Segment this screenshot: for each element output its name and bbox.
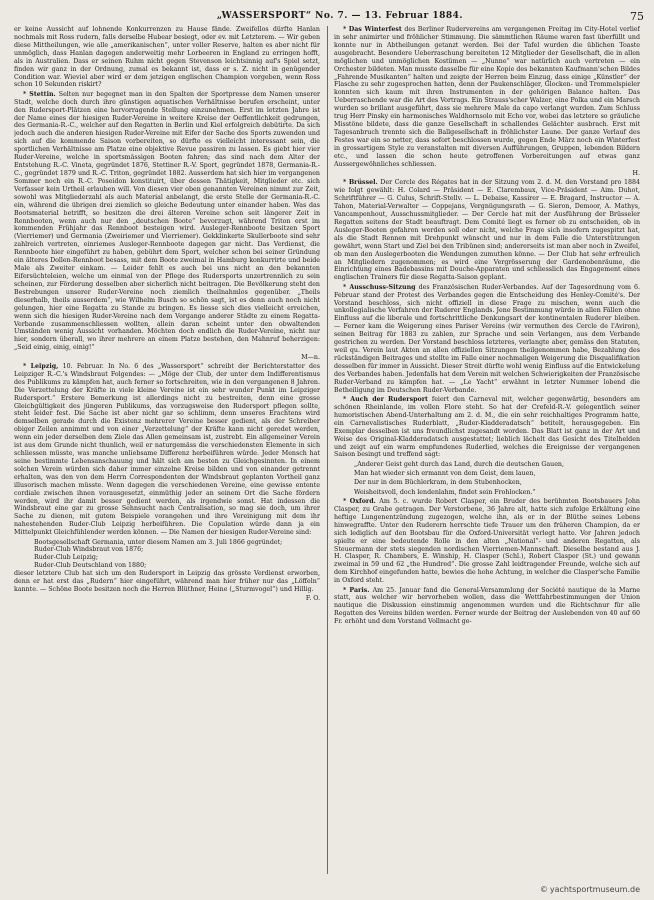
paris-article bbox=[334, 587, 640, 627]
watermark bbox=[540, 885, 640, 894]
hanlan-article: er keine Aussicht auf lohnende Konkurrenzen zu Hause fände. Zweifellos dürfte Hanlan nochmals mit Ross rudern, falls derselbe Hubear besiegt, oder ev. mit Letzterem. — Wir geben diese Mittheilungen, wie alle „amerikanischen“, unter voller Reserve, halten es aber nicht für unmöglich, dass Hanlan dagegen anderweitig mehr Lorbeeren in England zu erringen hofft, als in Australien. Dass er seinen Ruhm nicht gegen Stevenson leichtsinnig auf's Spiel setzt, finden wir ganz in der Ordnung, zumal es bekannt ist, dass er s. Z. nicht in genügender Condition war. Wieviel aber wird er dem jetzigen englischen Champion vorgeben, wenn Ross schon 10 Sekunden riskirt? bbox=[14, 26, 320, 89]
club-list-item: Ruder-Club Leipzig; bbox=[34, 554, 99, 562]
watermark-text: yachtsportmuseum.de bbox=[549, 885, 640, 894]
star-marker: * bbox=[23, 90, 27, 98]
bruessel-heading: Brüssel. bbox=[348, 179, 378, 187]
leipzig-signature: F. O. bbox=[305, 595, 320, 603]
club-list-item: Ruder-Club Deutschland von 1880; bbox=[34, 562, 147, 570]
star-marker: * bbox=[343, 497, 347, 505]
club-list-item: Bootsgesellschaft Germania, unter diesem Namen am 3. Juli 1866 gegründet; bbox=[34, 538, 283, 546]
ausschuss-article bbox=[334, 284, 640, 395]
rudersport-text: feiert den Carneval mit, welcher gegenwärtig, besonders am schönen Rheinlande, im vollen Flore steht. So hat der Crefeld-R.-V. gelegentlich seiner humoristischen Abend-Unterhaltung am 2. d. M., die ein sehr reichhaltiges Programm hatte, ein Carnevalistisches Ruderblatt, „Ruder-Kladderadatsch“ betitelt, herausgegeben. Ein Exemplar desselben ist uns freundlichst zugesandt worden. Das Blatt ist ganz in der Art und Weise des Original-Kladderadatsch ausgestattet; lieblich lächelt das Gesicht des Titelhelden und zeigt auf ein warm empfundenes Ruderlied, welches die Ereignisse der vergangenen Saison besingt und treffend sagt: bbox=[334, 395, 640, 459]
stettin-text: Selten nur begegnet man in den Spalten der Sportpresse dem Namen unserer Stadt, welche doch durch ihre günstigen aquatischen Verhältnisse berufen erscheint, unter den Rudersport-Plätzen eine hervorragende Stellung einzunehmen. Erst im letzten Jahre ist der Name eines der hiesigen Ruder-Vereine in weitere Kreise der Oeffentlichkeit gedrungen, des Germania-R.-C., welcher auf den Regatten in Berlin und Kiel erfolgreich debütirte. Da sich jedoch auch die anderen hiesigen Ruder-Vereine mit Eifer der Sache des Sports zuwenden und sich auf die kommende Saison vorbereiten, so dürfte es vielleicht interessant sein, die sportlichen Verhältnisse am Platze eine objektive Revue passiren zu lassen. Es giebt hier vier Ruder-Vereine, welche in sportsmässigen Booten fahren; das sind nach dem Alter der Entstehung R.-C. Vineta, gegründet 1876, Stettiner R.-V. Sport, gegründet 1878, Germania-R.-C., gegründet 1879 und R.-C. Triton, gegründet 1882. Ausserdem hat sich hier im vergangenen Sommer noch ein R.-C. Poseidon konstituirt, über dessen Thätigkeit, Mitglieder etc. sich Verfasser kein Urtheil erlauben will. Von diesen vier oben genannten Vereinen nimmt zur Zeit, sowohl was Mitgliederzahl als auch Material anbelangt, die erste Stelle der Germania-R.-C. ein, während die übrigen drei ziemlich so gleiche Bedeutung unter einander haben. Was das Bootsmaterial betrifft, so besitzen die drei älteren Vereine schon seit längerer Zeit in Rennbooten, wenn auch nur den „deutschen Boote“ bevorzugt, während Triton erst im kommenden Frühjahr das Rennboot besteigen wird. Ausleger-Rennboote besitzen Sport (Vierriemer) und Germania (Zweiriemer und Vierriemer). Gekklinkerte Skullerboote sind sehr zahlreich vertreten, einriemes Ausleger-Rennboote dagegen gar nicht. Das Verdienst, die Rennboote hier eingeführt zu haben, gebührt dem Sport, welcher schon bei seiner Gründung ein älteres Dollen-Rennboot besass, mit dem Boote zweimal in Hamburg konkurrirte und beide Male als Zweiter einkam. — Leider fehlt es auch bei uns nicht an den bekannten Eifersüchteleien, welche um einmal von der Pflege des Rudersports unzertrennlich zu sein scheinen, zur Förderung desselben aber sicherlich nicht beitragen. Die Bevölkerung steht den Bestrebungen unserer Ruder-Vereine noch ziemlich theilnahmlos gegenüber. „Theils dieserhalb, theils ausserdem“, wie Wilhelm Busch so schön sagt, ist es denn auch noch nicht gelungen, hier eine Regatta zu Stande zu bringen. Es liesse sich dies vielleicht erreichen, wenn sich die hiesigen Ruder-Vereine nach dem Vorgange anderer Städte zu einem Regatta-Verbande zusammenschliessen wollten, allein daran scheint unter den obwaltenden Umständen wenig Aussicht vorhanden. Möchten doch endlich die Ruder-Vereine, nicht nur hier, sondern überall, wo ihrer mehrere an einem Platze bestehen, den Mahnruf beherzigen: „Seid einig, einig, einig!“ bbox=[14, 90, 320, 352]
leipzig-heading: Leipzig, bbox=[30, 362, 59, 370]
star-marker: * bbox=[343, 26, 347, 33]
oxford-text: Am 5. c. wurde Robert Clasper, ein Bruder des berühmten Bootsbauers John Clasper, zu Grabe getragen. Der Verstorbene, 36 Jahre alt, hatte sich zufolge Erkältung eine heftige Lungenentzündung zugezogen, welche ihn, als er in der Blüthe seines Lebens hinwegraffte. Unter den Ruderern herrschte tiefe Trauer um den früheren Champion, da er sich lediglich auf den Bootsbau für die Oxford-Universität verlegt hatte. Vor Jahren jedoch spielte er eine bedeutende Rolle in den alten „National“- und anderen Regatten, als Steuermann der stets siegenden nordischen Vierriemen-Mannschaft. Dieselbe bestand aus J. H. Clasper, R. Chambers, E. Winship, H. Clasper (Schl.), Robert Clasper (St.) und gewann zweimal in 59 und 62 „the Hundred“. Die grosse Zahl leidtragender Freunde, welche sich auf dem Kirchhof eingefunden hatte, bewies die hohe Achtung, in welcher die Clasper'sche Familie in Oxford steht. bbox=[334, 497, 640, 585]
poem-line: Der nur in dem Büchlerkram, in dem Stubenhocken, bbox=[354, 479, 522, 487]
star-marker: * bbox=[23, 362, 27, 370]
rudersport-article bbox=[334, 396, 640, 459]
oxford-heading: Oxford. bbox=[349, 497, 376, 505]
poem-line: Man hat wieder sich ermannt von dem Geist, dem lauen, bbox=[354, 470, 536, 478]
winterfest-signature: H. bbox=[632, 169, 640, 177]
star-marker: * bbox=[343, 395, 347, 403]
bruessel-article bbox=[334, 179, 640, 282]
winterfest-article bbox=[334, 26, 640, 169]
stettin-article bbox=[14, 91, 320, 352]
page-number: 75 bbox=[629, 9, 644, 23]
right-column bbox=[334, 26, 640, 874]
star-marker: * bbox=[343, 586, 347, 594]
column-divider bbox=[327, 26, 328, 874]
star-marker: * bbox=[343, 283, 347, 291]
paris-heading: Paris. bbox=[349, 586, 370, 594]
paris-text: Am 25. Januar fand die General-Versammlung der Société nautique de la Marne statt, aus welcher wir hervorheben wollen, dass die Wettfahrbestimmungen der Union nautique die Diskussion einstimmig angenommen wurden und die Richtschnur für alle Regatten des Vereins bilden werden. Ferner wurde der Beitrag der Auslebenden von 40 auf 60 Fr. erhöht und dem Vorstand Vollmacht ge- bbox=[334, 586, 640, 626]
copyright-icon: © bbox=[539, 885, 548, 894]
stettin-signature: M—n. bbox=[301, 353, 320, 361]
leipzig-text: 10. Februar. In No. 6 des „Wassersport“ schreibt der Berichterstatter des Leipziger R.-C.'s Windsbraut Folgendes: — „Möge der Club, der unter dem Indifferentismus des Publikums zu kämpfen hat, auch ferner so fortschreiten, wie in den vergangenen 8 Jahren. Die Verzettelung der Kräfte in viele kleine Vereine ist ein sehr wunder Punkt im Leipziger Rudersport.“ Erstere Bemerkung ist allerdings nicht zu bestreiten, denn eine grosse Gleichgültigkeit des jüngeren Publikums, das vorzugsweise den Rudersport pflegen sollte, steht leider fest. Die Sache ist aber nicht gar so schlimm, denn unseres Erachtens wird demselben gerade durch die Existenz mehrerer Vereine besser gedient, als der Schreiber obiger Zeilen annimmt und von einer „Verzettelung“ der Kräfte kann nicht geredet werden, wenn ein jeder derselben dem Ziele das Allen gemeinsam ist, zustrebt. Ein allgemeiner Verein ist aus dem Grunde nicht thunlich, weil er naturgemäss die verschiedensten Elemente in sich schliessen müsste, was manche unliebsame Differenz herbeiführen würde. Jeder Mensch hat seine bestimmte Lebensanschauung und hält sich am besten zu Gleichgesinnten. In einem solchen Verein würden sich daher immer einzelne Kreise bilden und von einander getrennt erhalten, was den von dem Herrn Correspondenten der Windsbraut geplanten Vortheil ganz illusorisch machen müsste. Wenn dagegen die verschiedenen Vereine, eine gewisse entente cordiale zwischen ihnen vorausgesetzt, einmüthig jeder an seinem Ort die Sache fördern werden, wird ihr damit besser gedient werden, als irgendwie sonst. Hat indessen die Windsbraut eine gar zu grosse Sehnsucht nach Centralisation, so mag sie doch, um ihrer Sache zu dienen, mit gutem Beispiele vorangehen und ihre Vereinigung mit dem ihr nahestehenden Ruder-Club Leipzig herbeiführen. Die Copulation würde dann ja ein Mittelpunkt Gleichfühlender werden können. — Die Namen der hiesigen Ruder-Vereine sind: bbox=[14, 362, 320, 537]
masthead-title: „WASSERSPORT“ No. 7. — 13. Februar 1884. bbox=[216, 11, 464, 21]
page-header bbox=[10, 8, 644, 24]
rudersport-heading: Auch der Rudersport bbox=[350, 395, 428, 403]
stettin-heading: Stettin. bbox=[29, 90, 56, 98]
poem-line: Weisheitsvoll, doch lendenlahm, findet sein Frohlocken.“ bbox=[354, 488, 536, 496]
leipzig-closing: dieser letztere Club hat sich um den Rudersport in Leipzig das grösste Verdienst erworben, denn er hat erst das „Rudern“ hier eingeführt, während man hier früher nur das „Löffeln“ kannte. — Schöne Boote besitzen noch die Herren Blüthner, Heine („Sturmvogel“) und Hillig. bbox=[14, 570, 320, 594]
leipzig-article bbox=[14, 363, 320, 537]
poem-line: „Anderer Geist geht durch das Land, durch die deutschen Gauen, bbox=[354, 460, 564, 468]
star-marker: * bbox=[343, 179, 347, 187]
oxford-article bbox=[334, 498, 640, 585]
bruessel-text: Der Cercle des Régates hat in der Sitzung vom 2. d. M. den Vorstand pro 1884 wie folgt gewählt: H. Colard — Präsident — E. Clarembaux, Vice-Präsident — Aim. Duhot, Schriftführer — G. Culus, Schrift-Stellv. — L. Debaise, Kassirer — E. Bragard, Instructor — A. Tahon, Material-Verwalter — Coppejans, Vergnügungsrath — G. Sieron, Demoor, A. Mathys, Vancampenhout, Ausschussmitglieder. — Der Cercle hat mit der Ausführung der Brüsseler Regatten seitens der Stadt beauftragt. Dem Comité liegt es ferner ob zu entscheiden, ob in Ausleger-Booten gefahren werden soll oder nicht, welche Frage sich insofern zugespitzt hat, als die Stadt Rennen mit Drehpunkt wünscht und nur in dem Falle die Unterstützungen gewährt, wenn Start und Ziel bei den Tribünen sind; andererseits ist man aber noch in Zweifel, ob man den Auslegerbooten die Wendungen zumuthen könne. — Der Club hat sehr erfreulich an Mitgliedern zugenommen; es wird eine Vergrösserung der Gardenobenräume, die Einrichtung eines Badebassins mit Douche-Apparaten und schliesslich das Engagement eines englischen Trainers für diese Regatta-Saison geplant. bbox=[334, 179, 640, 282]
left-column bbox=[14, 26, 320, 874]
club-list-item: Ruder-Club Windsbraut von 1876; bbox=[34, 546, 144, 554]
ausschuss-text: des Französischen Ruder-Verbandes. Auf der Tagesordnung vom 6. Februar stand der Protest des Verbandes gegen die Entscheidung des Henley-Comité's. Der Vorstand beschloss, sich nicht offiziell in diese Frage zu mischen, wenn auch die unkollegialische Verfahren der Ruderer Englands. Jene Bestimmung würde in allen Fällen ohne Einfluss auf die liberale und fortschrittliche Denkungsart der kontinentalen Ruderer bleiben. — Ferner kam die Weigerung eines Pariser Vereins (wir vermuthen des Cercle de l'Aviron), seinen Beitrag für 1883 zu zahlen, zur Sprache und sein Verlangen, aus dem Verbande gestrichen zu werden. Der Vorstand beschloss letzteres, verlangte aber, gemäss den Statuten, weil qu. Verein laut Akten an allen offiziellen Sitzungen theilgenommen habe, Bezahlung des rückständigen Beitrages und stellte im Falle einer nochmaligen Weigerung die Disqualifikation desselben für immer in Aussicht. Dieser Streit dürfte wohl wenig Einfluss auf die Entwickelung des Verbandes haben. Jedenfalls hat dem Verein mit welchen Schwierigkeiten der Französische Ruder-Verband zu kämpfen hat. — „Le Yacht“ erwähnt in letzter Nummer lobend die Betheiligung im Deutschen Ruder-Verbande. bbox=[334, 283, 640, 394]
winterfest-heading: Das Winterfest bbox=[348, 26, 402, 33]
winterfest-text: des Berliner Rudervereins am vergangenen Freitag im City-Hotel verlief in sehr animirter und fröhlicher Stimmung. Die sämmtlichen Räume waren fast überfüllt und konnte nur in Abtheilungen getanzt werden. Bei der Tafel wurden die üblichen Toaste ausgebracht. Besondere Ueberraschung bereiteten 12 Mitglieder der Gesellschaft, die in allen möglichen und unmöglichen Kostümen — „Nunne“ war natürlich auch vertreten — ein Orchester bildeten. Man musste dasselbe für eine Kopie des bekannten Kaufmann'schen Bildes „Fahrende Musikanten“ halten und zeigte der Herren beim Einzug, dass einige „Künstler“ der Flasche zu sehr zugesprochen hatten, denn der Paukenschläger, Glocken- und Trommelspieler konnten sich kaum mit ihren Instrumenten in der gehörigen Balance halten. Das Ueberraschende war die Art des Vortrags. Ein Strauss'scher Walzer, eine Polka und ein Marsch wurden so brillant ausgeführt, dass sie mehrere Male da capo verlangt wurden. Zum Schluss trug Herr Pinsky ein harmonisches Waldhornsolo mit Echo vor, wobei das letztere so gräuliche Misstöne bildete, dass die ganze Gesellschaft in schallendes Gelächter ausbrach. Erst mit Tagesanbruch trennte sich die Ballgesellschaft in fröhlichster Laune. Der ganze Verlauf des Festes war ein so netter, dass sofort beschlossen wurde, gegen Ende März noch ein Winterfest in grossartigem Style zu veranstalten mit diversen Aufführungen, Gruppen, lebenden Bildern etc., und lassen die schon heute getroffenen Vorbereitungen auf etwas ganz Aussergewöhnliches schliessen. bbox=[334, 26, 640, 168]
ausschuss-heading: Ausschuss-Sitzung bbox=[349, 283, 416, 291]
